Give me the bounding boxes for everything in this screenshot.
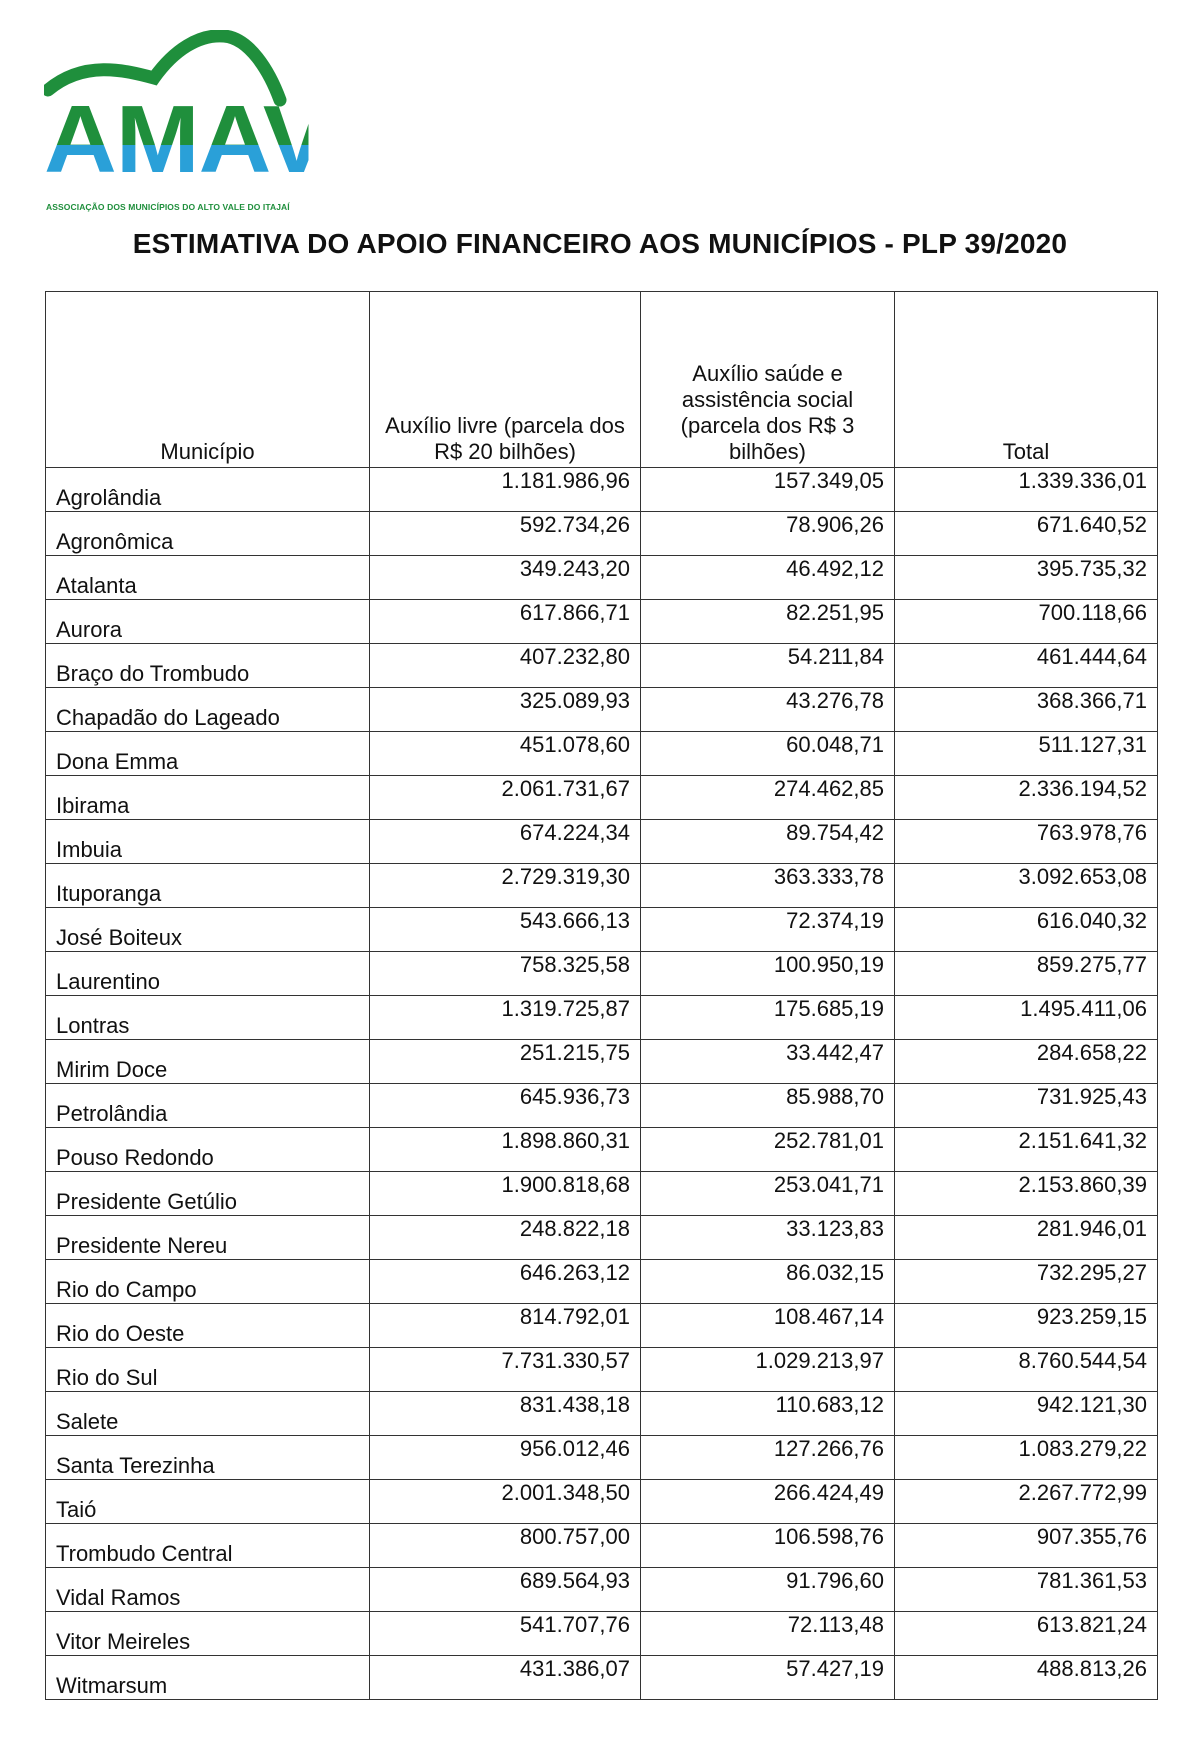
cell-auxilio-saude: 33.123,83 (641, 1216, 895, 1260)
cell-total: 763.978,76 (895, 820, 1158, 864)
cell-total: 942.121,30 (895, 1392, 1158, 1436)
cell-municipio: Braço do Trombudo (46, 644, 370, 688)
cell-total: 284.658,22 (895, 1040, 1158, 1084)
cell-auxilio-saude: 85.988,70 (641, 1084, 895, 1128)
cell-municipio: Presidente Nereu (46, 1216, 370, 1260)
table-row (46, 1084, 1158, 1128)
cell-auxilio-livre: 758.325,58 (370, 952, 641, 996)
cell-municipio: Rio do Campo (46, 1260, 370, 1304)
cell-auxilio-saude: 106.598,76 (641, 1524, 895, 1568)
cell-municipio: Petrolândia (46, 1084, 370, 1128)
cell-municipio: Ibirama (46, 776, 370, 820)
cell-auxilio-saude: 43.276,78 (641, 688, 895, 732)
table-row (46, 1348, 1158, 1392)
table-row (46, 1128, 1158, 1172)
cell-municipio: Dona Emma (46, 732, 370, 776)
cell-auxilio-livre: 431.386,07 (370, 1656, 641, 1700)
cell-auxilio-livre: 248.822,18 (370, 1216, 641, 1260)
cell-total: 3.092.653,08 (895, 864, 1158, 908)
table-row (46, 1260, 1158, 1304)
table-row (46, 468, 1158, 512)
cell-municipio: Lontras (46, 996, 370, 1040)
logo-wordmark: AMAVI (44, 86, 357, 193)
cell-auxilio-livre: 645.936,73 (370, 1084, 641, 1128)
cell-auxilio-livre: 956.012,46 (370, 1436, 641, 1480)
cell-auxilio-livre: 814.792,01 (370, 1304, 641, 1348)
table-row (46, 1656, 1158, 1700)
cell-total: 616.040,32 (895, 908, 1158, 952)
cell-municipio: Mirim Doce (46, 1040, 370, 1084)
table-header-row (46, 292, 1158, 468)
page-title: ESTIMATIVA DO APOIO FINANCEIRO AOS MUNICÍPIOS - PLP 39/2020 (132, 228, 1068, 259)
table-row (46, 996, 1158, 1040)
cell-auxilio-saude: 54.211,84 (641, 644, 895, 688)
cell-auxilio-livre: 251.215,75 (370, 1040, 641, 1084)
cell-total: 1.495.411,06 (895, 996, 1158, 1040)
cell-municipio: Agronômica (46, 512, 370, 556)
table-row (46, 732, 1158, 776)
cell-auxilio-saude: 72.374,19 (641, 908, 895, 952)
cell-auxilio-saude: 253.041,71 (641, 1172, 895, 1216)
cell-total: 395.735,32 (895, 556, 1158, 600)
table-row (46, 644, 1158, 688)
table-row (46, 1436, 1158, 1480)
cell-total: 613.821,24 (895, 1612, 1158, 1656)
cell-municipio: Vitor Meireles (46, 1612, 370, 1656)
cell-total: 2.153.860,39 (895, 1172, 1158, 1216)
cell-auxilio-livre: 1.181.986,96 (370, 468, 641, 512)
cell-auxilio-saude: 363.333,78 (641, 864, 895, 908)
financial-support-table (45, 291, 1158, 1700)
cell-municipio: Pouso Redondo (46, 1128, 370, 1172)
cell-auxilio-saude: 1.029.213,97 (641, 1348, 895, 1392)
table-row (46, 864, 1158, 908)
cell-total: 700.118,66 (895, 600, 1158, 644)
cell-municipio: Imbuia (46, 820, 370, 864)
cell-total: 461.444,64 (895, 644, 1158, 688)
table-row (46, 908, 1158, 952)
cell-auxilio-saude: 91.796,60 (641, 1568, 895, 1612)
cell-municipio: Aurora (46, 600, 370, 644)
cell-total: 907.355,76 (895, 1524, 1158, 1568)
cell-auxilio-saude: 89.754,42 (641, 820, 895, 864)
table-row (46, 1040, 1158, 1084)
cell-auxilio-livre: 1.900.818,68 (370, 1172, 641, 1216)
cell-total: 511.127,31 (895, 732, 1158, 776)
cell-total: 781.361,53 (895, 1568, 1158, 1612)
cell-auxilio-livre: 7.731.330,57 (370, 1348, 641, 1392)
cell-auxilio-livre: 451.078,60 (370, 732, 641, 776)
cell-auxilio-saude: 110.683,12 (641, 1392, 895, 1436)
cell-auxilio-livre: 2.729.319,30 (370, 864, 641, 908)
cell-total: 281.946,01 (895, 1216, 1158, 1260)
cell-total: 2.267.772,99 (895, 1480, 1158, 1524)
cell-auxilio-livre: 800.757,00 (370, 1524, 641, 1568)
header-auxilio-saude: Auxílio saúde e assistência social (parcela dos R$ 3 bilhões) (641, 292, 895, 468)
cell-total: 2.151.641,32 (895, 1128, 1158, 1172)
cell-auxilio-livre: 1.898.860,31 (370, 1128, 641, 1172)
cell-total: 2.336.194,52 (895, 776, 1158, 820)
table-row (46, 820, 1158, 864)
cell-auxilio-saude: 82.251,95 (641, 600, 895, 644)
cell-municipio: Atalanta (46, 556, 370, 600)
cell-auxilio-livre: 689.564,93 (370, 1568, 641, 1612)
cell-auxilio-livre: 831.438,18 (370, 1392, 641, 1436)
cell-auxilio-saude: 33.442,47 (641, 1040, 895, 1084)
table-row (46, 1216, 1158, 1260)
cell-total: 671.640,52 (895, 512, 1158, 556)
cell-auxilio-saude: 127.266,76 (641, 1436, 895, 1480)
amavi-logo (44, 30, 357, 212)
header-municipio: Município (46, 292, 370, 468)
cell-municipio: Trombudo Central (46, 1524, 370, 1568)
cell-auxilio-saude: 78.906,26 (641, 512, 895, 556)
cell-total: 923.259,15 (895, 1304, 1158, 1348)
cell-auxilio-saude: 57.427,19 (641, 1656, 895, 1700)
cell-auxilio-saude: 175.685,19 (641, 996, 895, 1040)
header-total: Total (895, 292, 1158, 468)
cell-auxilio-livre: 407.232,80 (370, 644, 641, 688)
cell-auxilio-livre: 2.061.731,67 (370, 776, 641, 820)
table-row (46, 512, 1158, 556)
cell-total: 731.925,43 (895, 1084, 1158, 1128)
cell-auxilio-saude: 72.113,48 (641, 1612, 895, 1656)
cell-total: 1.339.336,01 (895, 468, 1158, 512)
cell-municipio: Rio do Oeste (46, 1304, 370, 1348)
table-row (46, 1568, 1158, 1612)
table-row (46, 1392, 1158, 1436)
table-row (46, 600, 1158, 644)
cell-auxilio-livre: 1.319.725,87 (370, 996, 641, 1040)
cell-auxilio-saude: 157.349,05 (641, 468, 895, 512)
cell-auxilio-saude: 274.462,85 (641, 776, 895, 820)
table-row (46, 1172, 1158, 1216)
cell-auxilio-livre: 541.707,76 (370, 1612, 641, 1656)
header-auxilio-livre: Auxílio livre (parcela dos R$ 20 bilhões) (370, 292, 641, 468)
logo-subtitle: ASSOCIAÇÃO DOS MUNICÍPIOS DO ALTO VALE DO ITAJAÍ (46, 202, 290, 212)
cell-auxilio-saude: 86.032,15 (641, 1260, 895, 1304)
cell-auxilio-livre: 543.666,13 (370, 908, 641, 952)
cell-total: 368.366,71 (895, 688, 1158, 732)
cell-municipio: Chapadão do Lageado (46, 688, 370, 732)
table-row (46, 688, 1158, 732)
cell-municipio: Witmarsum (46, 1656, 370, 1700)
cell-total: 8.760.544,54 (895, 1348, 1158, 1392)
table-row (46, 952, 1158, 996)
table-row (46, 1524, 1158, 1568)
cell-total: 859.275,77 (895, 952, 1158, 996)
cell-auxilio-saude: 266.424,49 (641, 1480, 895, 1524)
cell-auxilio-livre: 592.734,26 (370, 512, 641, 556)
cell-auxilio-livre: 646.263,12 (370, 1260, 641, 1304)
cell-auxilio-saude: 108.467,14 (641, 1304, 895, 1348)
cell-total: 1.083.279,22 (895, 1436, 1158, 1480)
cell-auxilio-saude: 252.781,01 (641, 1128, 895, 1172)
table-row (46, 1480, 1158, 1524)
cell-total: 488.813,26 (895, 1656, 1158, 1700)
cell-municipio: José Boiteux (46, 908, 370, 952)
cell-auxilio-livre: 2.001.348,50 (370, 1480, 641, 1524)
table-row (46, 556, 1158, 600)
cell-municipio: Taió (46, 1480, 370, 1524)
cell-auxilio-livre: 325.089,93 (370, 688, 641, 732)
cell-municipio: Rio do Sul (46, 1348, 370, 1392)
cell-municipio: Ituporanga (46, 864, 370, 908)
cell-municipio: Vidal Ramos (46, 1568, 370, 1612)
cell-municipio: Agrolândia (46, 468, 370, 512)
cell-auxilio-saude: 46.492,12 (641, 556, 895, 600)
cell-municipio: Salete (46, 1392, 370, 1436)
table-row (46, 776, 1158, 820)
cell-auxilio-livre: 617.866,71 (370, 600, 641, 644)
cell-municipio: Laurentino (46, 952, 370, 996)
table-row (46, 1304, 1158, 1348)
cell-auxilio-livre: 349.243,20 (370, 556, 641, 600)
cell-municipio: Santa Terezinha (46, 1436, 370, 1480)
cell-auxilio-saude: 60.048,71 (641, 732, 895, 776)
cell-total: 732.295,27 (895, 1260, 1158, 1304)
cell-municipio: Presidente Getúlio (46, 1172, 370, 1216)
cell-auxilio-livre: 674.224,34 (370, 820, 641, 864)
cell-auxilio-saude: 100.950,19 (641, 952, 895, 996)
table-row (46, 1612, 1158, 1656)
